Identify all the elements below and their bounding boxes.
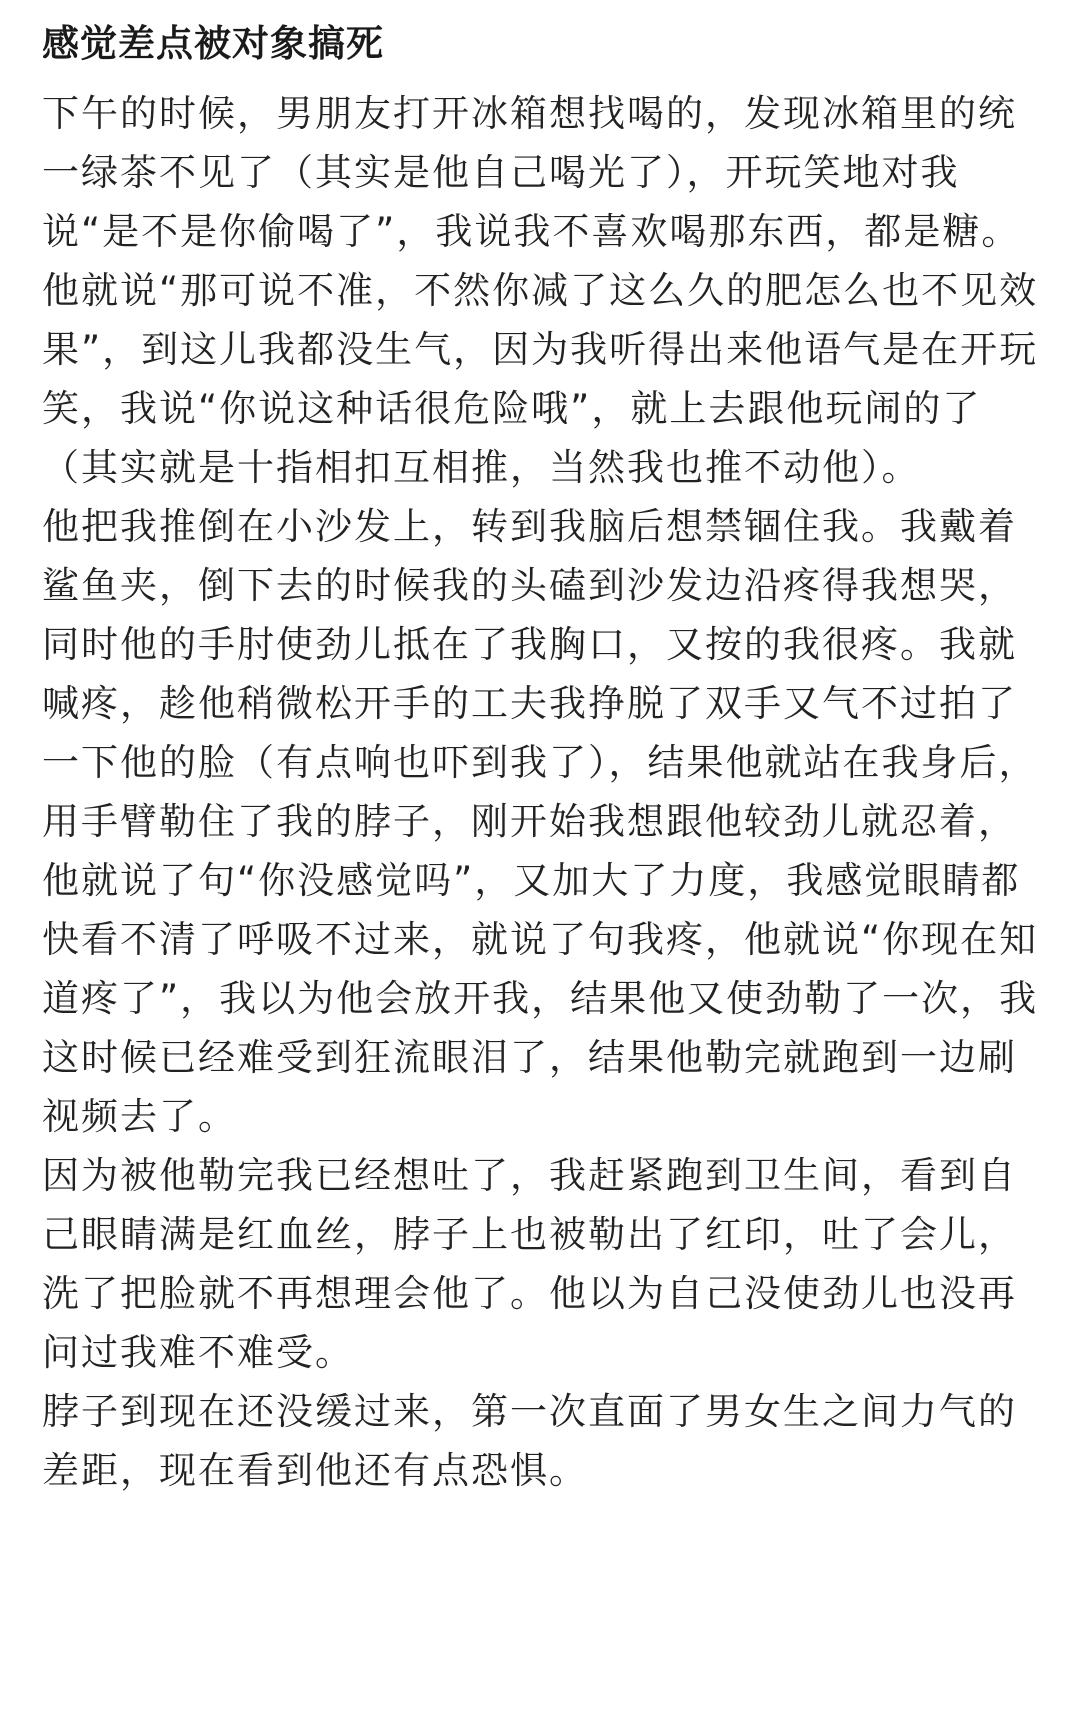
- post-paragraph-3: 因为被他勒完我已经想吐了，我赶紧跑到卫生间，看到自己眼睛满是红血丝，脖子上也被勒出了红印，吐了会儿，洗了把脸就不再想理会他了。他以为自己没使劲儿也没再问过我难不难受。: [42, 1154, 1017, 1374]
- post-title: 感觉差点被对象搞死: [42, 22, 384, 65]
- post-paragraph-2: 他把我推倒在小沙发上，转到我脑后想禁锢住我。我戴着鲨鱼夹，倒下去的时候我的头磕到沙发边沿疼得我想哭，同时他的手肘使劲儿抵在了我胸口，又按的我很疼。我就喊疼，趁他稍微松开手的工夫我挣脱了双手又气不过拍了一下他的脸（有点响也吓到我了），结果他就站在我身后，用手臂勒住了我的脖子，刚开始我想跟他较劲儿就忍着，他就说了句“你没感觉吗”，又加大了力度，我感觉眼睛都快看不清了呼吸不过来，就说了句我疼，他就说“你现在知道疼了”，我以为他会放开我，结果他又使劲勒了一次，我这时候已经难受到狂流眼泪了，结果他勒完就跑到一边刷视频去了。: [42, 505, 1039, 1138]
- post-paragraph-1: 下午的时候，男朋友打开冰箱想找喝的，发现冰箱里的统一绿茶不见了（其实是他自己喝光了），开玩笑地对我说“是不是你偷喝了”，我说我不喜欢喝那东西，都是糖。他就说“那可说不准，不然你减了这么久的肥怎么也不见效果”，到这儿我都没生气，因为我听得出来他语气是在开玩笑，我说“你说这种话很危险哦”，就上去跟他玩闹的了（其实就是十指相扣互相推，当然我也推不动他）。: [42, 92, 1039, 489]
- post-paragraph-4: 脖子到现在还没缓过来，第一次直面了男女生之间力气的差距，现在看到他还有点恐惧。: [42, 1390, 1017, 1492]
